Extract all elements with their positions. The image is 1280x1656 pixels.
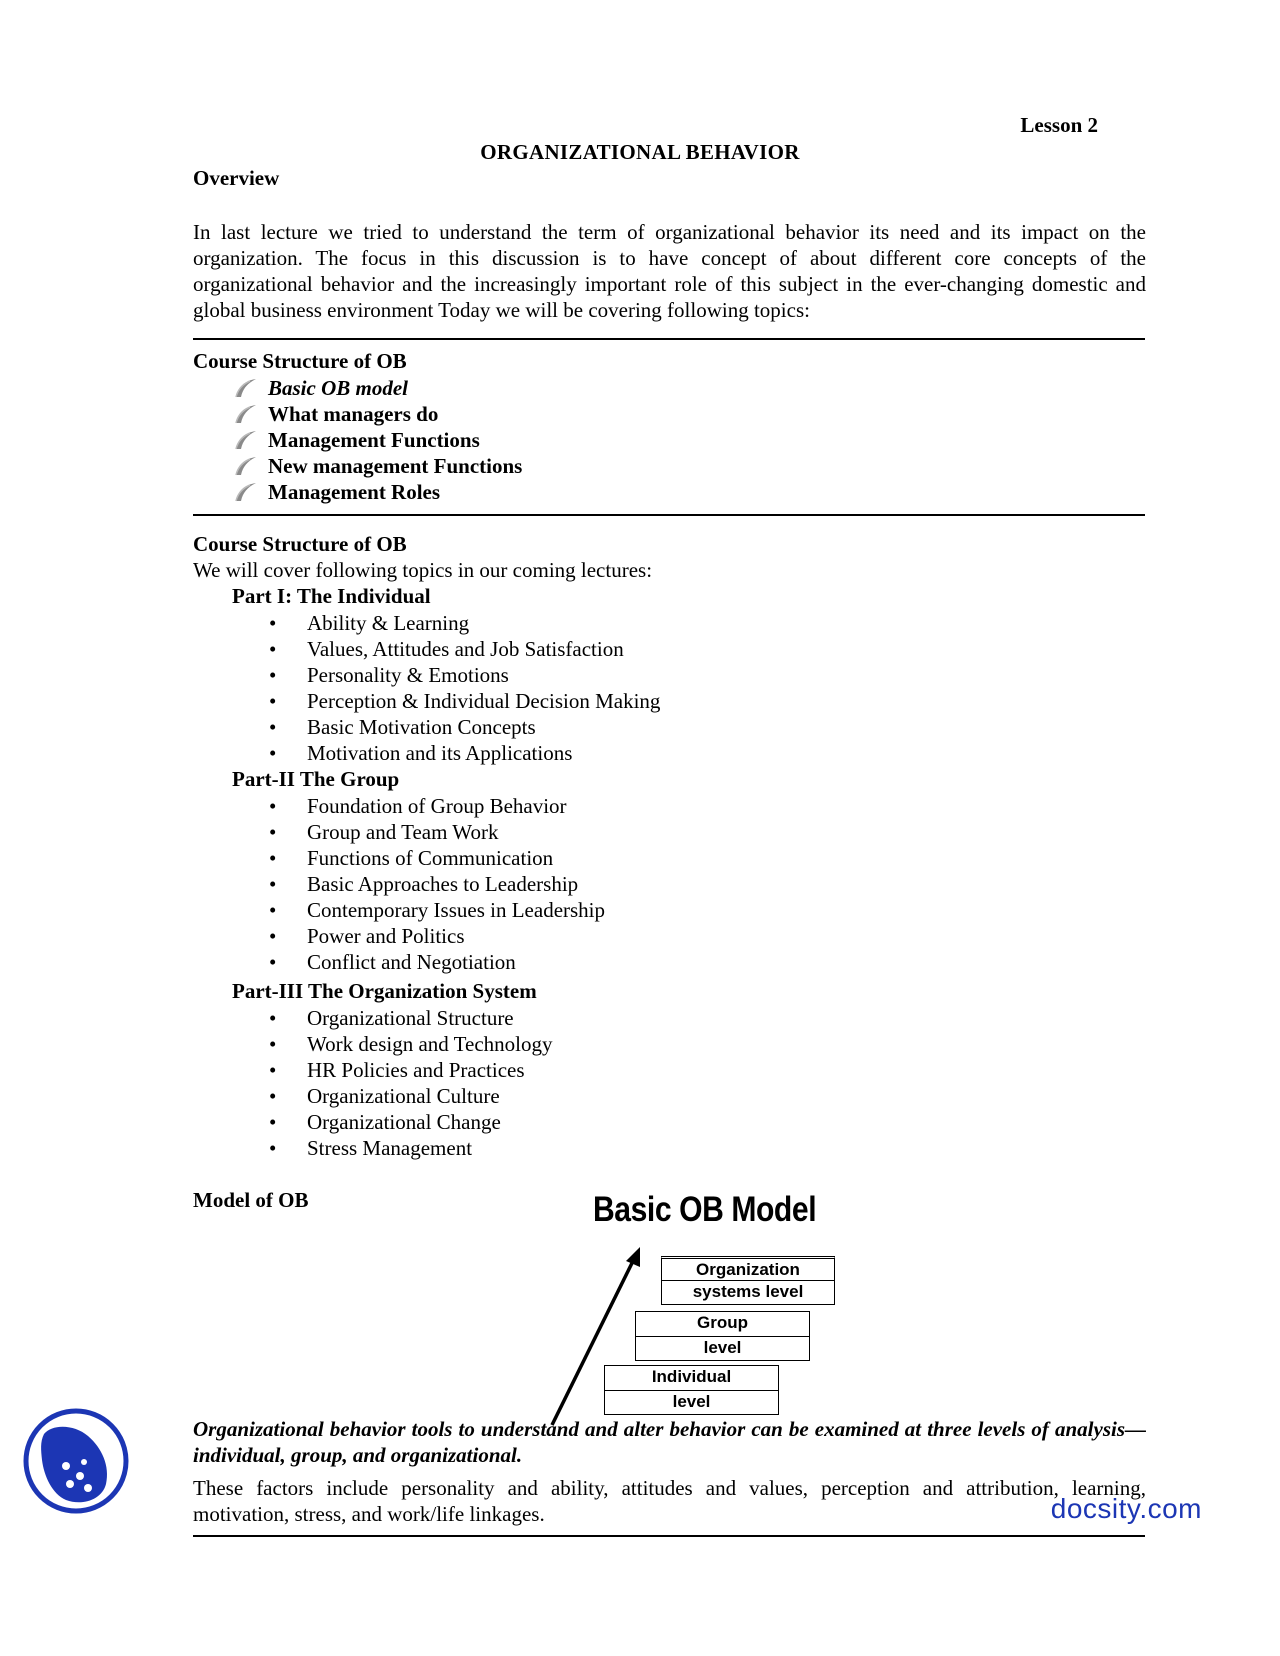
item-label: Organizational Culture — [307, 1083, 500, 1108]
item-label: Values, Attitudes and Job Satisfaction — [307, 636, 624, 661]
item-label: Personality & Emotions — [307, 662, 509, 687]
swoosh-bullet-icon — [232, 403, 260, 425]
list-item — [269, 1057, 553, 1083]
divider — [193, 514, 1145, 516]
list-item — [269, 714, 660, 740]
list-item — [269, 1005, 553, 1031]
bullet: • — [269, 1005, 277, 1030]
list-item — [269, 949, 605, 975]
topics-heading: Course Structure of OB — [193, 349, 407, 373]
level-label-bottom: level — [635, 1337, 810, 1361]
part-heading: Part-III The Organization System — [232, 979, 537, 1003]
bullet: • — [269, 871, 277, 896]
bullet: • — [269, 1031, 277, 1056]
bullet: • — [269, 845, 277, 870]
lesson-number: Lesson 2 — [1020, 113, 1098, 137]
overview-paragraph: In last lecture we tried to understand the term of organizational behavior its need and its impact on the organization. The focus in this discussion is to have concept of about different core concepts of the organizational behavior and the increasingly important role of this subject in the ever-changing domestic and global business environment Today we will be covering following topics: — [193, 220, 1146, 322]
swoosh-bullet-icon — [232, 455, 260, 477]
course-intro: We will cover following topics in our coming lectures: — [193, 558, 653, 582]
topic-label: Management Roles — [268, 479, 441, 504]
item-label: Ability & Learning — [307, 610, 470, 635]
bullet: • — [269, 740, 277, 765]
list-item — [269, 740, 660, 766]
list-item — [269, 610, 660, 636]
list-item — [269, 1031, 553, 1057]
level-label-bottom: systems level — [661, 1281, 835, 1305]
bullet: • — [269, 949, 277, 974]
item-label: Contemporary Issues in Leadership — [307, 897, 606, 922]
list-item — [269, 636, 660, 662]
topic-label: What managers do — [268, 401, 439, 426]
list-item — [269, 1109, 553, 1135]
bullet: • — [269, 923, 277, 948]
item-label: Basic Motivation Concepts — [307, 714, 536, 739]
item-label: Perception & Individual Decision Making — [307, 688, 661, 713]
model-heading: Model of OB — [193, 1188, 309, 1212]
list-item — [232, 427, 522, 453]
list-item — [269, 1083, 553, 1109]
swoosh-bullet-icon — [232, 481, 260, 503]
divider — [193, 1535, 1145, 1537]
bullet: • — [269, 1109, 277, 1134]
swoosh-bullet-icon — [232, 429, 260, 451]
bullet: • — [269, 610, 277, 635]
level-organization — [661, 1256, 835, 1305]
topic-label: Basic OB model — [268, 375, 408, 400]
factors-paragraph: These factors include personality and ability, attitudes and values, perception and attribution, learning, motivation, stress, and work/life linkages. — [193, 1476, 1146, 1526]
item-label: Foundation of Group Behavior — [307, 793, 567, 818]
item-label: Stress Management — [307, 1135, 473, 1160]
bullet: • — [269, 688, 277, 713]
bullet: • — [269, 636, 277, 661]
topics-list — [232, 375, 522, 505]
item-label: Basic Approaches to Leadership — [307, 871, 579, 896]
overview-heading: Overview — [193, 166, 280, 190]
level-label-top: Individual — [604, 1365, 779, 1391]
list-item — [269, 688, 660, 714]
list-item — [269, 871, 605, 897]
bullet: • — [269, 897, 277, 922]
list-item — [269, 923, 605, 949]
topic-label: New management Functions — [268, 453, 523, 478]
level-group — [635, 1311, 810, 1361]
level-label-bottom: level — [604, 1391, 779, 1415]
figure-title: Basic OB Model — [593, 1190, 817, 1229]
list-item — [232, 453, 522, 479]
topic-label: Management Functions — [268, 427, 480, 452]
item-label: HR Policies and Practices — [307, 1057, 525, 1082]
item-label: Organizational Change — [307, 1109, 501, 1134]
level-label-top: Organization — [661, 1256, 835, 1281]
part-2-list — [269, 793, 605, 975]
item-label: Group and Team Work — [307, 819, 499, 844]
list-item — [232, 401, 522, 427]
divider — [193, 338, 1145, 340]
item-label: Organizational Structure — [307, 1005, 514, 1030]
list-item — [269, 793, 605, 819]
level-individual — [604, 1365, 779, 1415]
part-heading: Part-II The Group — [232, 767, 400, 791]
bullet: • — [269, 1135, 277, 1160]
docsity-logo-icon — [22, 1406, 130, 1516]
docsity-watermark[interactable]: docsity.com — [1050, 1493, 1202, 1524]
list-item — [269, 819, 605, 845]
part-heading: Part I: The Individual — [232, 584, 431, 608]
swoosh-bullet-icon — [232, 377, 260, 399]
course-heading: Course Structure of OB — [193, 532, 407, 556]
part-1-list — [269, 610, 660, 766]
bullet: • — [269, 1083, 277, 1108]
page-title: ORGANIZATIONAL BEHAVIOR — [480, 140, 800, 164]
list-item — [269, 1135, 553, 1161]
bullet: • — [269, 662, 277, 687]
level-label-top: Group — [635, 1311, 810, 1337]
item-label: Functions of Communication — [307, 845, 554, 870]
bullet: • — [269, 793, 277, 818]
bullet: • — [269, 714, 277, 739]
item-label: Work design and Technology — [307, 1031, 553, 1056]
part-3-list — [269, 1005, 553, 1161]
list-item — [232, 479, 522, 505]
list-item — [269, 845, 605, 871]
item-label: Power and Politics — [307, 923, 465, 948]
item-label: Motivation and its Applications — [307, 740, 573, 765]
bullet: • — [269, 1057, 277, 1082]
list-item — [232, 375, 522, 401]
list-item — [269, 897, 605, 923]
list-item — [269, 662, 660, 688]
bullet: • — [269, 819, 277, 844]
figure-caption: Organizational behavior tools to understand and alter behavior can be examined at three levels of analysis—individual, group, and organizational. — [193, 1417, 1146, 1467]
item-label: Conflict and Negotiation — [307, 949, 516, 974]
